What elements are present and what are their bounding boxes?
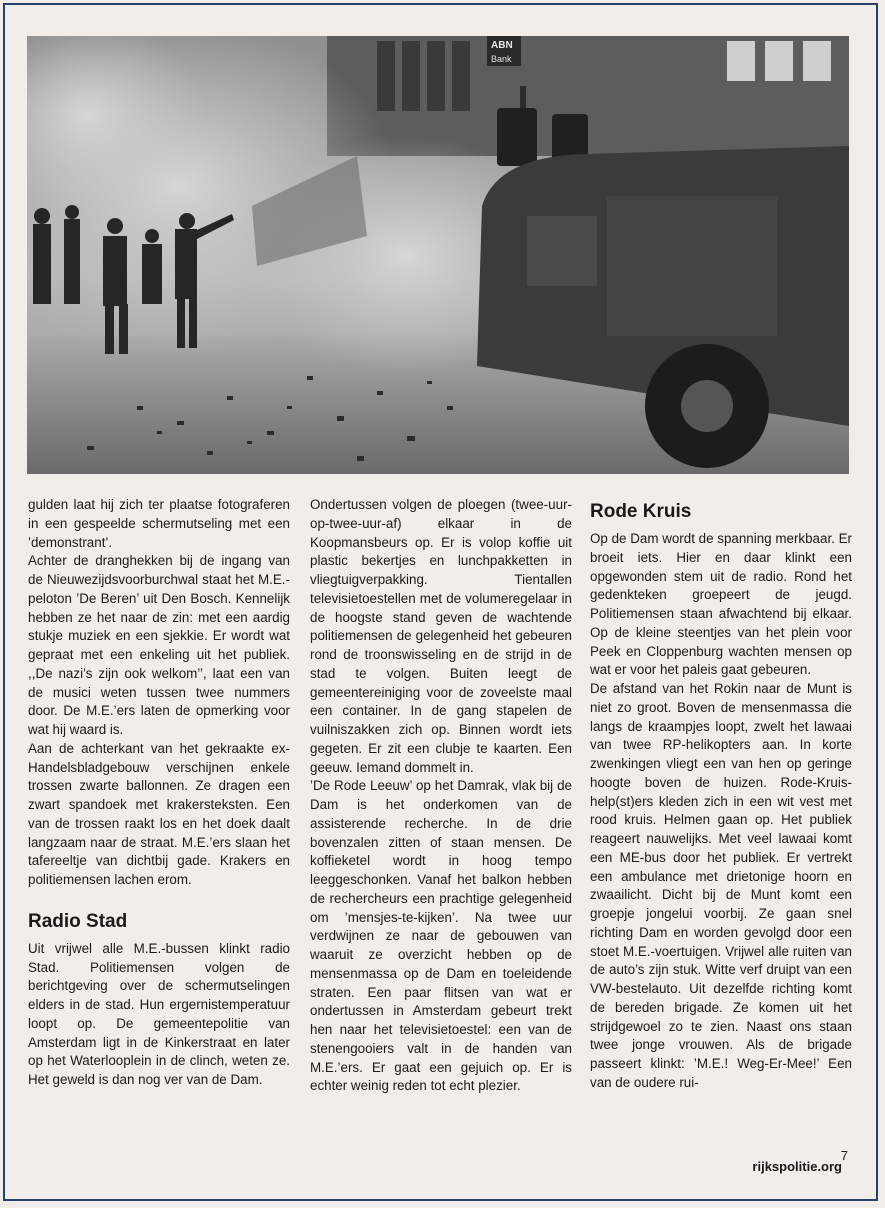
traffic-light — [497, 108, 537, 166]
paragraph: ’De Rode Leeuw’ op het Damrak, vlak bij de Dam is het onderkomen van de assisterende recherche. In de drie bovenzalen zitten of staan mensen. De koffieketel wordt in hoog tempo leeggeschonken. Vanaf het balkon hebben de rechercheurs een prachtige gelegenheid om ’mensjes-te-kijken’. Na twee uur verdwijnen ze naar de gebouwen van waaruit ze overzicht hebben op de mensenmassa op de Dam en toeleidende straten. Een paar flitsen van wat er ondertussen in Amsterdam gebeurt trekt hen naar het televisietoestel: een van de stenengooiers valt in de handen van M.E.’ers. Er gaat een gejuich op. Er is echter weinig reden tot echt plezier. — [310, 778, 572, 1094]
photo-illustration — [27, 36, 849, 474]
paragraph: gulden laat hij zich ter plaatse fotograferen in een gespeelde schermutseling met een ’demonstrant’. — [28, 497, 290, 550]
bank-sign-text: ABN — [491, 40, 513, 51]
paragraph: Uit vrijwel alle M.E.-bussen klinkt radio Stad. Politiemensen volgen de berichtgeving over de schermutselingen elders in de stad. Hun ergernistemperatuur loopt op. De gemeentepolitie van Amsterdam ligt in de Kinkerstraat en later op het Waterlooplein in de clinch, weten ze. Het geweld is dan nog ver van de Dam. — [28, 940, 290, 1087]
paragraph: Achter de dranghekken bij de ingang van de Nieuwezijdsvoorburchwal staat het M.E.-peloton ’De Beren’ uit Den Bosch. Kennelijk hebben ze het naar de zin: met een aardig stukje muziek en een sjekkie. Er wordt wat gepraat met een enkeling uit het publiek. ,,De nazi’s zijn ook welkom’’, laat een van de musici weten tussen twee nummers door. De M.E.’ers laten de opmerking voor wat hij waard is. — [28, 553, 290, 737]
paragraph: Aan de achterkant van het gekraakte ex-Handelsbladgebouw verschijnen enkele trossen zwarte ballonnen. Ze dragen een zwart spandoek met krakersteksten. Een van de trossen raakt los en het doek daalt langzaam naar de straat. M.E.’ers slaan het tafereeltje van dichtbij gade. Krakers en politiemensen lachen erom. — [28, 740, 290, 887]
section-heading-rode-kruis: Rode Kruis — [590, 501, 692, 522]
section-heading-radio-stad: Radio Stad — [28, 910, 128, 932]
paragraph: Ondertussen volgen de ploegen (twee-uur-op-twee-uur-af) elkaar in de Koopmansbeurs op. Er is volop koffie uit plastic bekertjes en lunchpakketten in vliegtuigverpakking. Tientallen televisietoestellen met de volumeregelaar in de hoogste stand geven de wachtende politiemensen de gelegenheid het gebeuren rond de troonswisseling en de strijd in de stad te volgen. Buiten leegt de gemeentereiniging voor de zoveelste maal een container. In de gang stapelen de vuilniszakken zich op. Binnen wordt iets gegeten. Er zit een clubje te kaarten. Een geeuw. Iemand dommelt in. — [310, 497, 572, 775]
page-number: 7 — [840, 1148, 848, 1163]
watermark: rijkspolitie.org — [752, 1159, 842, 1174]
bank-sign-text-2: Bank — [491, 54, 512, 64]
paragraph: Op de Dam wordt de spanning merkbaar. Er broeit iets. Hier en daar klinkt een opgewonden stem uit de radio. Rond het gedenkteken groepeert de jeugd. Politiemensen staan afwachtend bij elkaar. Op de kleine steentjes van het plein voor Peek en Cloppenburg wachten mensen op wat er voor het paleis gaat gebeuren. — [590, 531, 852, 678]
text-column-2 — [310, 496, 572, 1096]
riot-photo — [27, 36, 849, 474]
text-column-1 — [28, 496, 290, 1090]
text-column-3 — [590, 496, 852, 1093]
paragraph: De afstand van het Rokin naar de Munt is niet zo groot. Boven de mensenmassa die langs de kraampjes loopt, zwelt het lawaai van twee RP-helikopters aan. In korte zwenkingen vliegt een van hen op geringe hoogte boven de huizen. Rode-Kruis-help(st)ers kleden zich in een wit vest met rood kruis. Helmen gaan op. Het publiek reageert nauwelijks. Met veel lawaai komt een ME-bus door het publiek. Er vertrekt een ambulance met drietonige hoorn en zwaailicht. Dicht bij de Munt komt een groepje jongelui voorbij. Ze gaan snel richting Dam en worden gevolgd door een stoet M.E.-voertuigen. Vrijwel alle ruiten van de auto’s zijn stuk. Witte verf druipt van een VW-bestelauto. Uit dezelfde richting komt de bereden brigade. Ze komen uit het strijdgewoel zo te zien. Naast ons staan twee jonge vrouwen. Als de brigade passeert klinkt: ’M.E.! Weg-Er-Mee!’ Een van de oudere rui- — [590, 681, 852, 1090]
